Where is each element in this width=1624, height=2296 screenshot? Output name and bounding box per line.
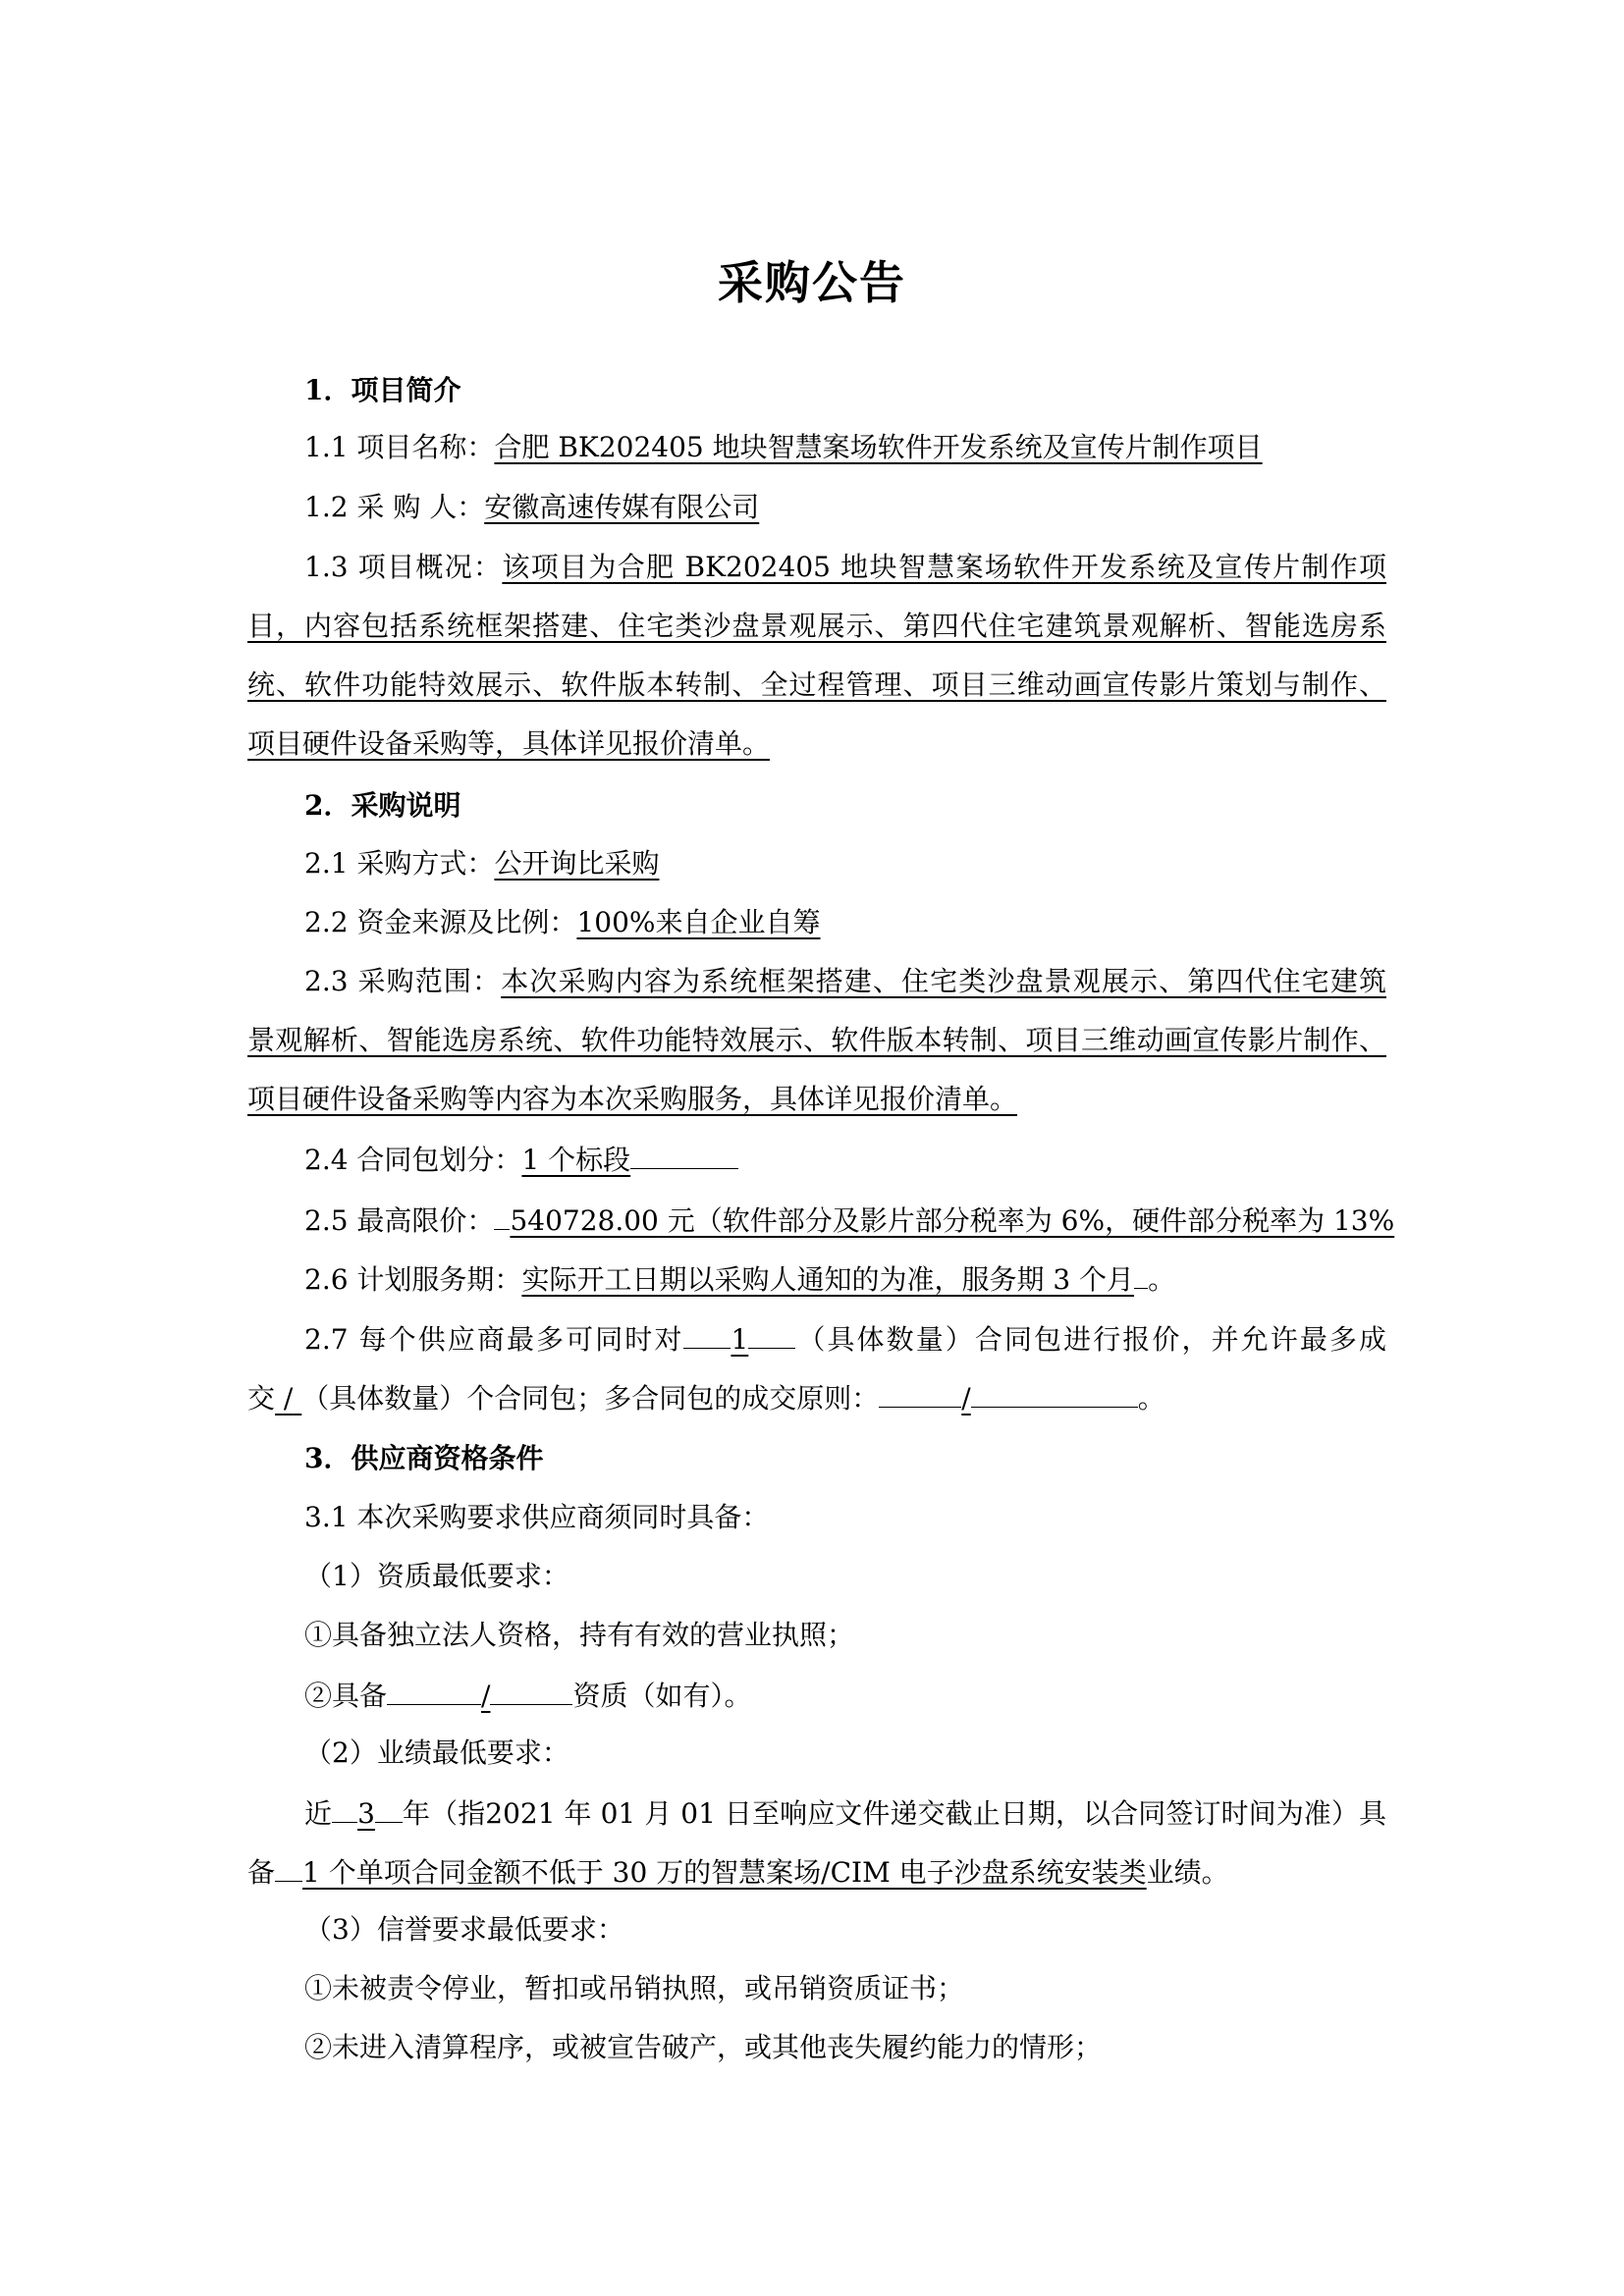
qualification-item-2-a: ②具备 [304, 1680, 388, 1712]
section-2-heading: 2．采购说明 [304, 789, 461, 822]
qualification-slash: / [481, 1680, 491, 1712]
price-line [304, 1200, 1395, 1241]
performance-e: 业绩。 [1146, 1856, 1229, 1889]
period-blank [1134, 1258, 1148, 1289]
bid-line-1 [304, 1318, 1386, 1360]
credit-item-1: ①未被责令停业，暂扣或吊销执照，或吊销资质证书； [304, 1972, 965, 2004]
price-value: 540728.00 [510, 1204, 659, 1237]
performance-years: 3 [357, 1797, 375, 1830]
price-tail: 元（软件部分及影片部分税率为 6%，硬件部分税率为 13% [658, 1204, 1395, 1237]
performance-c: 备 [247, 1856, 276, 1889]
bid-blank-left [683, 1318, 731, 1349]
performance-a: 近 [304, 1797, 333, 1830]
qualification-item-2-b: 资质（如有）。 [572, 1680, 752, 1712]
qualification-intro: 3.1 本次采购要求供应商须同时具备： [304, 1501, 770, 1533]
qualification-item-1: ①具备独立法人资格，持有有效的营业执照； [304, 1619, 855, 1651]
qualification-blank-1 [387, 1675, 481, 1705]
performance-line-1 [304, 1792, 1386, 1834]
bid-end: 。 [1137, 1382, 1165, 1415]
package-line [304, 1139, 1386, 1180]
fund-label: 2.2 资金来源及比例： [304, 906, 577, 938]
section-3-heading: 3．供应商资格条件 [304, 1442, 544, 1474]
package-blank [630, 1139, 738, 1169]
scope-line-1 [304, 962, 1386, 1001]
buyer-value: 安徽高速传媒有限公司 [484, 491, 760, 523]
price-label: 2.5 最高限价： [304, 1204, 495, 1237]
bid-text-d: （具体数量）个合同包；多合同包的成交原则： [301, 1382, 880, 1415]
method-value: 公开询比采购 [494, 847, 660, 880]
period-line [304, 1258, 1386, 1300]
period-value: 实际开工日期以采购人通知的为准，服务期 3 个月 [521, 1263, 1135, 1296]
bid-text-b: （具体数量）合同包进行报价，并允许最多成 [795, 1323, 1386, 1356]
qualification-blank-2 [490, 1675, 572, 1705]
price-blank [494, 1200, 510, 1230]
scope-line-2: 景观解析、智能选房系统、软件功能特效展示、软件版本转制、项目三维动画宣传影片制作、 [247, 1024, 1386, 1056]
bid-blank-3 [879, 1377, 961, 1408]
overview-line-2: 目，内容包括系统框架搭建、住宅类沙盘景观展示、第四代住宅建筑景观解析、智能选房系 [247, 610, 1386, 642]
overview-text-1: 该项目为合肥 BK202405 地块智慧案场软件开发系统及宣传片制作项 [502, 551, 1387, 583]
bid-line-2 [247, 1377, 1386, 1418]
period-label: 2.6 计划服务期： [304, 1263, 522, 1296]
method-line [304, 844, 1386, 883]
overview-line-3: 统、软件功能特效展示、软件版本转制、全过程管理、项目三维动画宣传影片策划与制作、 [247, 668, 1386, 701]
method-label: 2.1 采购方式： [304, 847, 495, 880]
bid-quantity: 1 [731, 1323, 749, 1356]
buyer-label: 1.2 采 购 人： [304, 491, 485, 523]
project-name-line [304, 428, 1386, 467]
buyer-line [304, 488, 1386, 527]
bid-blank-right [748, 1318, 795, 1349]
project-name-label: 1.1 项目名称： [304, 431, 495, 463]
bid-slash-2: / [961, 1382, 971, 1415]
credit-heading: （3）信誉要求最低要求： [304, 1913, 624, 1946]
fund-value: 100%来自企业自筹 [576, 906, 821, 938]
overview-line-4: 项目硬件设备采购等，具体详见报价清单。 [247, 727, 771, 760]
qualification-item-2 [304, 1675, 1386, 1716]
bid-text-a: 2.7 每个供应商最多可同时对 [304, 1323, 684, 1356]
performance-d: 1 个单项合同金额不低于 30 万的智慧案场/CIM 电子沙盘系统安装类 [302, 1856, 1147, 1889]
section-1-heading: 1．项目简介 [304, 374, 461, 406]
bid-blank-4 [971, 1377, 1138, 1408]
page-title: 采购公告 [718, 256, 906, 309]
overview-label: 1.3 项目概况： [304, 551, 503, 583]
project-name-value: 合肥 BK202405 地块智慧案场软件开发系统及宣传片制作项目 [494, 431, 1263, 463]
performance-b: 年（指2021 年 01 月 01 日至响应文件递交截止日期，以合同签订时间为准）具 [402, 1797, 1386, 1830]
qualification-heading: （1）资质最低要求： [304, 1560, 569, 1592]
package-value: 1 个标段 [521, 1144, 631, 1176]
scope-text-1: 本次采购内容为系统框架搭建、住宅类沙盘景观展示、第四代住宅建筑 [501, 965, 1386, 997]
scope-label: 2.3 采购范围： [304, 965, 502, 997]
performance-blank-right [375, 1792, 403, 1823]
performance-blank-left [332, 1792, 357, 1823]
performance-heading: （2）业绩最低要求： [304, 1736, 569, 1769]
fund-line [304, 903, 1386, 942]
period-end: 。 [1148, 1263, 1176, 1296]
package-label: 2.4 合同包划分： [304, 1144, 522, 1176]
credit-item-2: ②未进入清算程序，或被宣告破产，或其他丧失履约能力的情形； [304, 2031, 1103, 2063]
bid-text-c: 交 [247, 1382, 276, 1415]
scope-line-3: 项目硬件设备采购等内容为本次采购服务，具体详见报价清单。 [247, 1083, 1018, 1115]
performance-line-2 [247, 1851, 1386, 1893]
performance-blank-3 [275, 1851, 302, 1882]
overview-line-1 [304, 548, 1386, 587]
bid-slash-1: / [283, 1382, 294, 1415]
